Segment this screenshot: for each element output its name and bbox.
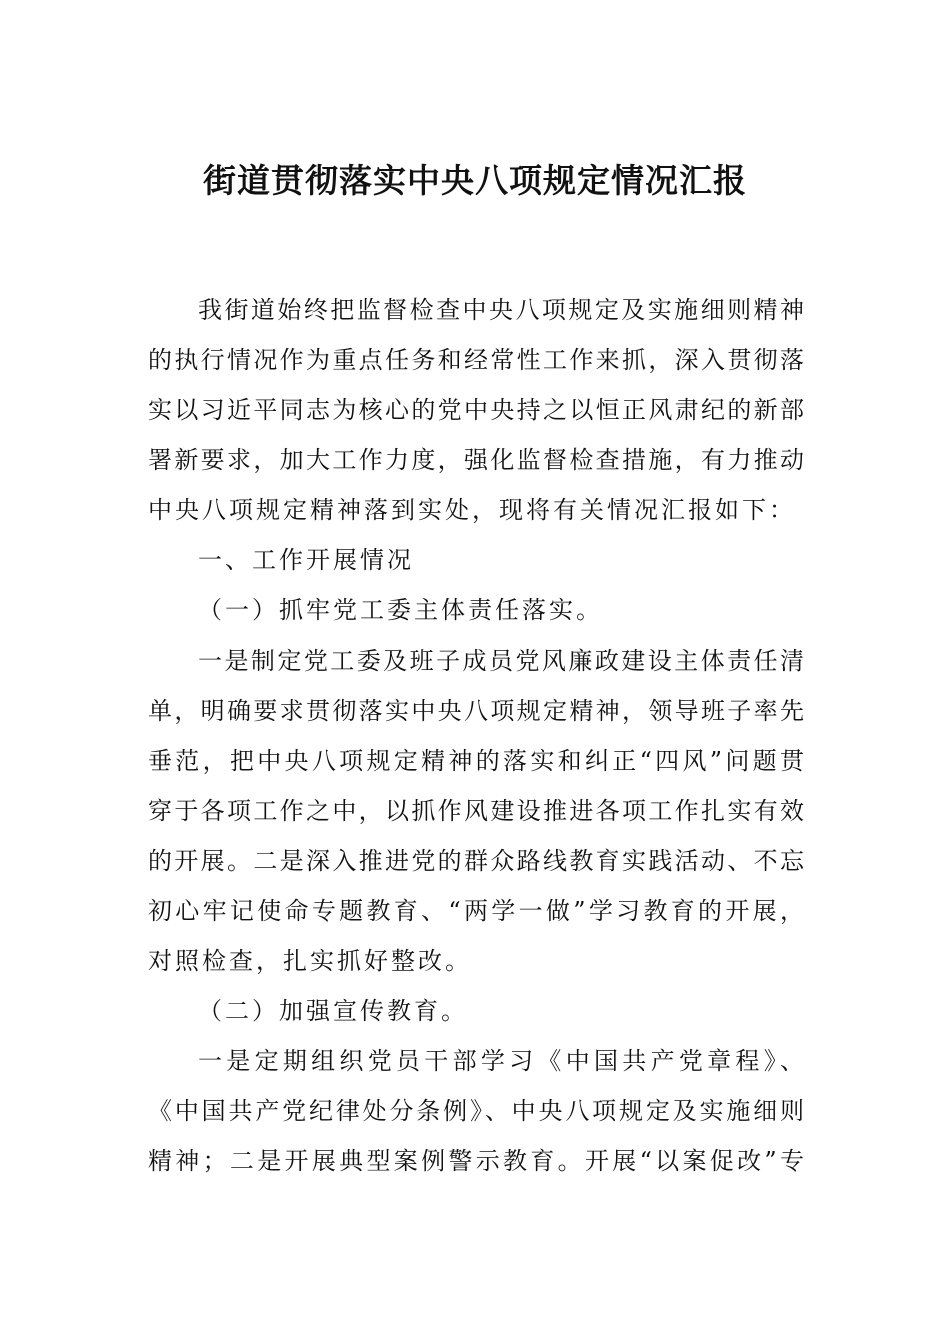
body-line-8: 垂范，把中央八项规定精神的落实和纠正“四风”问题贯 bbox=[148, 747, 804, 775]
body-line-2: 的执行情况作为重点任务和经常性工作来抓，深入贯彻落 bbox=[148, 346, 804, 374]
body-line-4: 署新要求，加大工作力度，强化监督检查措施，有力推动 bbox=[148, 446, 804, 474]
body-line-14: 《中国共产党纪律处分条例》、中央八项规定及实施细则 bbox=[148, 1097, 804, 1125]
body-line-10: 的开展。二是深入推进党的群众路线教育实践活动、不忘 bbox=[148, 847, 804, 875]
body-line-3: 实以习近平同志为核心的党中央持之以恒正风肃纪的新部 bbox=[148, 396, 804, 424]
body-line-5: 中央八项规定精神落到实处，现将有关情况汇报如下： bbox=[148, 496, 796, 524]
body-line-6: 一是制定党工委及班子成员党风廉政建设主体责任清 bbox=[198, 647, 804, 675]
body-line-11: 初心牢记使命专题教育、“两学一做”学习教育的开展， bbox=[148, 897, 804, 925]
body-line-9: 穿于各项工作之中，以抓作风建设推进各项工作扎实有效 bbox=[148, 797, 804, 825]
body-line-7: 单，明确要求贯彻落实中央八项规定精神，领导班子率先 bbox=[148, 697, 804, 725]
document-title: 街道贯彻落实中央八项规定情况汇报 bbox=[203, 161, 747, 200]
body-line-13: 一是定期组织党员干部学习《中国共产党章程》、 bbox=[198, 1047, 804, 1075]
body-line-1: 我街道始终把监督检查中央八项规定及实施细则精神 bbox=[198, 296, 804, 324]
subsection-heading-2: （二）加强宣传教育。 bbox=[198, 997, 468, 1025]
body-line-15: 精神；二是开展典型案例警示教育。开展“以案促改”专 bbox=[148, 1147, 804, 1175]
section-heading-1: 一、工作开展情况 bbox=[198, 546, 414, 574]
body-line-12: 对照检查，扎实抓好整改。 bbox=[148, 947, 472, 975]
subsection-heading-1: （一）抓牢党工委主体责任落实。 bbox=[198, 596, 603, 624]
